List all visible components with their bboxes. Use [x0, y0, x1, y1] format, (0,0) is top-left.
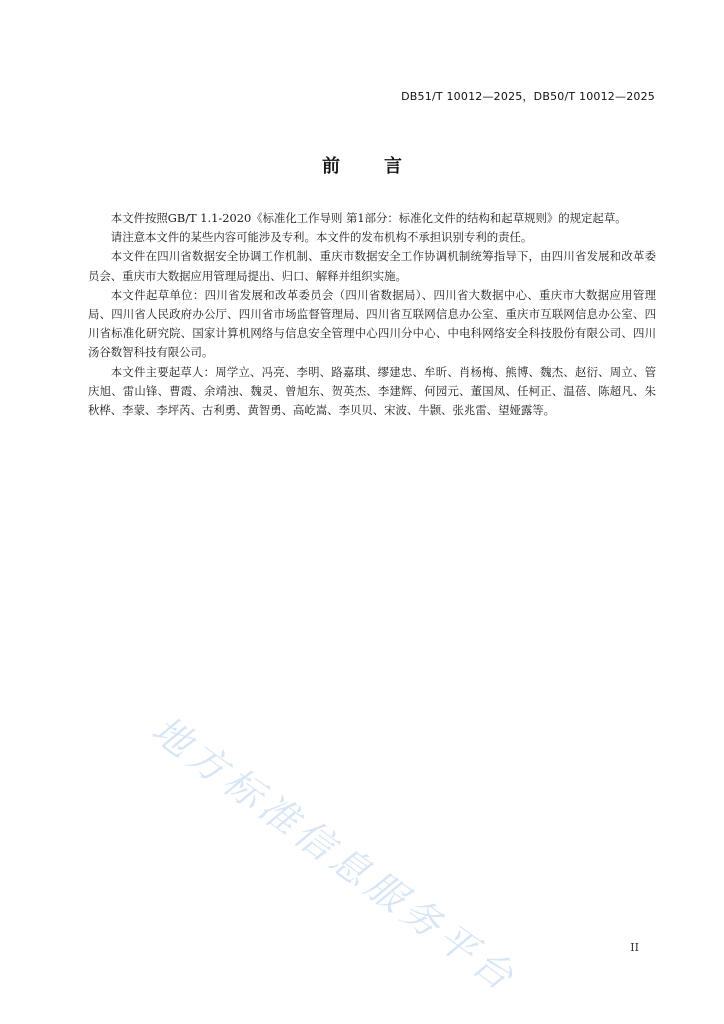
paragraph-drafting-units: 本文件起草单位：四川省发展和改革委员会（四川省数据局）、四川省大数据中心、重庆市大数据应用管理局、四川省人民政府办公厅、四川省市场监督管理局、四川省互联网信息办公室、重庆市互联网信息办公室、四川省标准化研究院、国家计算机网络与信息安全管理中心四川分中心、中电科网络安全科技股份有限公司、四川汤谷数智科技有限公司。: [88, 287, 656, 360]
page-number: II: [630, 941, 639, 954]
paragraph-standard-basis: 本文件按照GB/T 1.1-2020《标准化工作导则 第1部分：标准化文件的结构和起草规则》的规定起草。: [110, 211, 627, 225]
paragraph-drafters: 本文件主要起草人：周学立、冯亮、李明、路嘉琪、缪建忠、牟昕、肖杨梅、熊博、魏杰、赵衍、周立、管庆旭、雷山锋、曹霞、余靖浊、魏灵、曾旭东、贺英杰、李建辉、何园元、董国凤、任柯正、温蓓、陈超凡、朱秋桦、李蒙、李坪芮、古利勇、黄智勇、高屹嵩、李贝贝、宋波、牛颢、张兆雷、望娅露等。: [88, 364, 656, 418]
standard-code: DB51/T 10012—2025，DB50/T 10012—2025: [401, 90, 655, 103]
foreword-body: [88, 209, 656, 420]
page-title: 前言: [322, 156, 446, 177]
watermark: 地方标准信息服务平台: [143, 707, 526, 1002]
paragraph-patent-notice: 请注意本文件的某些内容可能涉及专利。本文件的发布机构不承担识别专利的责任。: [110, 230, 533, 245]
paragraph-proposer: 本文件在四川省数据安全协调工作机制、重庆市数据安全工作协调机制统筹指导下，由四川省发展和改革委员会、重庆市大数据应用管理局提出、归口、解释并组织实施。: [88, 249, 656, 283]
